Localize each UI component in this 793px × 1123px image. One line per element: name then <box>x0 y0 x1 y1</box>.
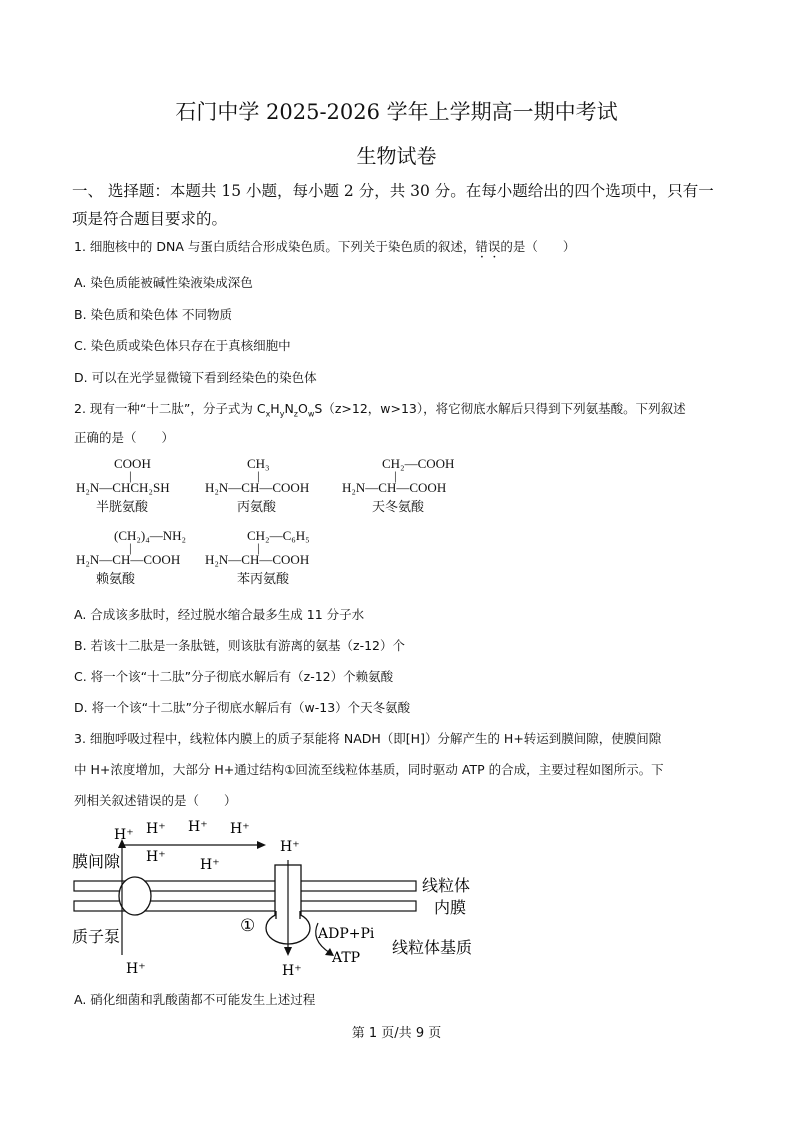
aa-main: H₂N—CH—COOH <box>205 552 310 567</box>
h-label-7: H⁺ <box>280 839 300 855</box>
q1-option-d: D. 可以在光学显微镜下看到经染色的染色体 <box>74 370 317 385</box>
h-label-2: H⁺ <box>146 821 166 837</box>
q3-stem-line2: 中 H+浓度增加，大部分 H+通过结构①回流至线粒体基质，同时驱动 ATP 的合成，主要过程如图所示。下 <box>74 762 664 777</box>
h-label-6: H⁺ <box>200 857 220 873</box>
exam-title: 石门中学 2025-2026 学年上学期高一期中考试 <box>175 100 618 124</box>
proton-pump-label: 质子泵 <box>72 927 121 946</box>
section-intro-line1: 一、 选择题：本题共 15 小题，每小题 2 分，共 30 分。在每小题给出的四个选项中，只有一 <box>72 182 714 200</box>
matrix-label: 线粒体基质 <box>392 938 473 957</box>
q1-option-a: A. 染色质能被碱性染液染成深色 <box>74 275 253 290</box>
q2-stem-b: S（z>12，w>13），将它彻底水解后只得到下列氨基酸。下列叙述 <box>314 401 686 416</box>
amino-acid-cysteine: COOH | H₂N—CHCH₂SH 半胱氨酸 <box>76 456 206 515</box>
q3-stem-line3: 列相关叙述错误的是（ ） <box>74 793 237 808</box>
mitochondria-diagram <box>60 815 500 985</box>
h-label-5: H⁺ <box>146 849 166 865</box>
h-label-8: H⁺ <box>126 961 146 977</box>
aa-name: 半胱氨酸 <box>96 500 149 515</box>
q2-option-a: A. 合成该多肽时，经过脱水缩合最多生成 11 分子水 <box>74 607 365 622</box>
q2-n: N <box>284 401 294 416</box>
q1-stem-emphasis: 错误 <box>475 239 501 254</box>
q1-option-b: B. 染色质和染色体 不同物质 <box>74 307 232 322</box>
atp-label: ATP <box>332 950 361 966</box>
aa-name: 苯丙氨酸 <box>237 572 290 587</box>
q1-stem-b: 的是（ ） <box>500 239 576 254</box>
section-intro-line2: 项是符合题目要求的。 <box>72 210 228 228</box>
adp-label: ADP+Pi <box>318 926 375 942</box>
h-label-9: H⁺ <box>282 963 302 979</box>
inner-membrane-label-2: 内膜 <box>434 898 467 917</box>
aa-name: 天冬氨酸 <box>372 500 425 515</box>
q2-sub-z: z <box>293 409 298 419</box>
q2-sub-x: x <box>265 409 271 419</box>
q2-stem-a: 2. 现有一种“十二肽”，分子式为 C <box>74 401 266 416</box>
h-label-1: H⁺ <box>114 827 134 843</box>
q2-sub-w: w <box>307 409 315 419</box>
proton-pump-shape <box>119 877 151 915</box>
exam-subject: 生物试卷 <box>356 144 437 168</box>
q2-option-d: D. 将一个该“十二肽”分子彻底水解后有（w-13）个天冬氨酸 <box>74 700 411 715</box>
aa-name: 丙氨酸 <box>237 500 277 515</box>
q2-stem-line2: 正确的是（ ） <box>74 430 175 445</box>
amino-acid-aspartic: CH₂—COOH | H₂N—CH—COOH 天冬氨酸 <box>342 456 482 515</box>
aa-top: COOH <box>114 456 151 471</box>
aa-top: CH₂—COOH <box>382 456 455 471</box>
aa-main: H₂N—CHCH₂SH <box>76 480 170 495</box>
aa-main: H₂N—CH—COOH <box>76 552 181 567</box>
aa-main: H₂N—CH—COOH <box>205 480 310 495</box>
amino-acid-alanine: CH₃ | H₂N—CH—COOH 丙氨酸 <box>205 456 335 515</box>
intermembrane-label: 膜间隙 <box>72 852 121 871</box>
h-label-3: H⁺ <box>188 819 208 835</box>
q1-stem <box>74 237 575 261</box>
q2-sub-y: y <box>279 409 285 419</box>
q2-stem-line1 <box>74 399 686 419</box>
aa-top: (CH₂)₄—NH₂ <box>114 528 187 543</box>
q2-option-b: B. 若该十二肽是一条肽链，则该肽有游离的氨基（z-12）个 <box>74 638 406 653</box>
inner-membrane-label-1: 线粒体 <box>422 876 471 895</box>
amino-acid-phenylalanine: CH₂—C₆H₅ | H₂N—CH—COOH 苯丙氨酸 <box>205 528 335 587</box>
q2-h: H <box>270 401 280 416</box>
structure-1-label: ① <box>240 916 256 936</box>
aa-top: CH₂—C₆H₅ <box>247 528 310 543</box>
page-footer: 第 1 页/共 9 页 <box>351 1026 442 1041</box>
q1-option-c: C. 染色质或染色体只存在于真核细胞中 <box>74 338 291 353</box>
q1-stem-a: 1. 细胞核中的 DNA 与蛋白质结合形成染色质。下列关于染色质的叙述， <box>74 239 476 254</box>
aa-top: CH₃ <box>247 456 270 471</box>
h-label-4: H⁺ <box>230 821 250 837</box>
amino-acid-lysine: (CH₂)₄—NH₂ | H₂N—CH—COOH 赖氨酸 <box>76 528 206 587</box>
aa-main: H₂N—CH—COOH <box>342 480 447 495</box>
aa-name: 赖氨酸 <box>96 572 136 587</box>
q3-option-a: A. 硝化细菌和乳酸菌都不可能发生上述过程 <box>74 992 316 1007</box>
q3-stem-line1: 3. 细胞呼吸过程中，线粒体内膜上的质子泵能将 NADH（即[H]）分解产生的 H+转运到膜间隙，使膜间隙 <box>74 731 662 746</box>
q2-option-c: C. 将一个该“十二肽”分子彻底水解后有（z-12）个赖氨酸 <box>74 669 394 684</box>
q2-o: O <box>298 401 308 416</box>
